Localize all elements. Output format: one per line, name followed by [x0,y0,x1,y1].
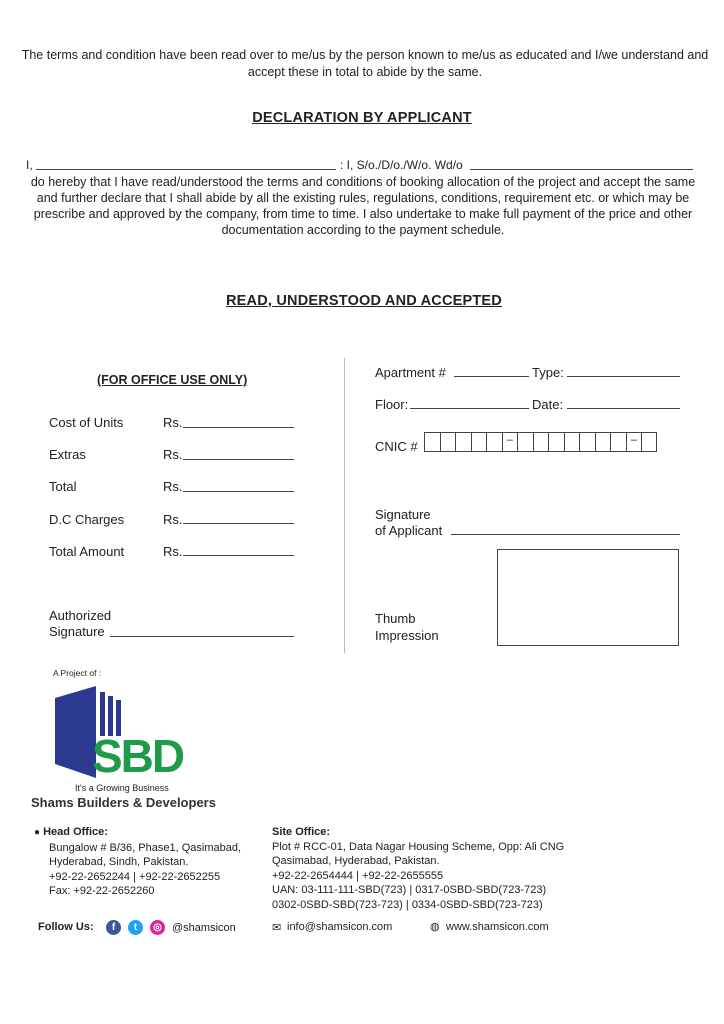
signature-label-1: Signature [375,507,431,522]
apartment-field[interactable] [454,376,529,377]
authorized-signature-line[interactable] [110,636,294,637]
accepted-heading: READ, UNDERSTOOD AND ACCEPTED [226,293,502,309]
declaration-body: do hereby that I have read/understood the terms and conditions of booking allocation of the project and accept the same and further declare that I shall abide by all the existing rules, regulations, conditions, requirement etc. or which may be prescribe and approved by the company, from time to time. I also undertake to make full payment of the price and other documentation according to the payment schedule. [30,175,696,237]
website-link[interactable]: www.shamsicon.com [446,921,549,933]
cnic-digit-box[interactable] [455,432,471,452]
facebook-icon[interactable]: f [106,920,121,935]
globe-icon: ◍ [430,921,440,933]
floor-label: Floor: [375,397,409,412]
authorized-label-1: Authorized [49,608,112,623]
declaration-relation: : I, S/o./D/o./W/o. Wd/o [340,158,463,172]
head-office-title: Head Office: [43,826,108,838]
cnic-label: CNIC # [375,439,418,454]
apartment-label: Apartment # [375,365,446,380]
cnic-digit-box[interactable] [471,432,487,452]
date-label: Date: [532,397,564,412]
office-use-heading: (FOR OFFICE USE ONLY) [97,373,248,387]
thumb-label-2: Impression [375,628,439,643]
rs-prefix: Rs. [163,544,183,559]
site-office-line: Plot # RCC-01, Data Nagar Housing Scheme, Opp: Ali CNG [272,840,565,853]
site-office-line: +92-22-2654444 | +92-22-2655555 [272,869,444,882]
site-office-line: Qasimabad, Hyderabad, Pakistan. [272,855,440,867]
declaration-prefix: I, [26,158,33,172]
cnic-digit-box[interactable] [641,432,657,452]
cnic-digit-box[interactable] [610,432,626,452]
office-row-label: Extras [49,447,86,462]
site-office-title: Site Office: [272,826,331,838]
thumb-label-1: Thumb [375,611,416,626]
total-field[interactable] [183,491,294,492]
cnic-boxes[interactable] [424,432,657,452]
head-office-line: +92-22-2652244 | +92-22-2652255 [49,870,221,883]
cnic-digit-box[interactable] [486,432,502,452]
twitter-icon[interactable]: t [128,920,143,935]
authorized-label-2: Signature [49,624,105,639]
cnic-digit-box[interactable] [595,432,611,452]
guardian-name-line[interactable] [470,169,693,170]
extras-field[interactable] [183,459,294,460]
dc-charges-field[interactable] [183,523,294,524]
project-of-label: A Project of : [53,668,102,678]
type-label: Type: [532,365,564,380]
thumb-impression-box[interactable] [497,549,679,646]
rs-prefix: Rs. [163,479,183,494]
office-row-label: Total [49,479,77,494]
head-office [34,825,241,899]
instagram-icon[interactable]: ◎ [150,920,165,935]
cnic-digit-box[interactable] [533,432,549,452]
envelope-icon: ✉ [272,922,282,934]
rs-prefix: Rs. [163,512,183,527]
rs-prefix: Rs. [163,447,183,462]
site-office-line: 0302-0SBD-SBD(723-723) | 0334-0SBD-SBD(723-723) [272,898,543,911]
applicant-signature-line[interactable] [451,534,680,535]
floor-field[interactable] [410,408,529,409]
site-office [272,825,564,912]
office-row-label: Cost of Units [49,415,124,430]
cnic-digit-box[interactable] [564,432,580,452]
cnic-digit-box[interactable] [440,432,456,452]
follow-label: Follow Us: [38,921,94,933]
total-amount-field[interactable] [183,555,294,556]
date-field[interactable] [567,408,680,409]
cnic-digit-box[interactable] [424,432,440,452]
applicant-name-line[interactable] [36,169,336,170]
cnic-dash: – [626,432,642,452]
declaration-heading: DECLARATION BY APPLICANT [252,110,472,126]
location-pin-icon: ● [34,827,41,838]
cnic-dash: – [502,432,518,452]
head-office-line: Bungalow # B/36, Phase1, Qasimabad, [49,841,242,854]
office-row-label: Total Amount [49,544,125,559]
office-row-label: D.C Charges [49,512,125,527]
logo-text: SBD [92,730,184,782]
rs-prefix: Rs. [163,415,183,430]
site-office-line: UAN: 03-111-111-SBD(723) | 0317-0SBD-SBD(723-723) [272,884,547,896]
column-divider [344,358,345,653]
terms-text: The terms and condition have been read over to me/us by the person known to me/us as educated and I/we understand and accept these in total to abide by the same. [21,48,709,79]
cnic-digit-box[interactable] [548,432,564,452]
brand-name: Shams Builders & Developers [31,795,216,810]
cnic-digit-box[interactable] [517,432,533,452]
type-field[interactable] [567,376,680,377]
cost-of-units-field[interactable] [183,427,294,428]
signature-label-2: of Applicant [375,523,443,538]
social-handle[interactable]: @shamsicon [172,922,236,934]
head-office-line: Fax: +92-22-2652260 [49,885,155,897]
cnic-digit-box[interactable] [579,432,595,452]
email-link[interactable]: info@shamsicon.com [287,921,393,933]
head-office-line: Hyderabad, Sindh, Pakistan. [49,856,189,868]
brand-tagline: It's a Growing Business [75,783,169,793]
